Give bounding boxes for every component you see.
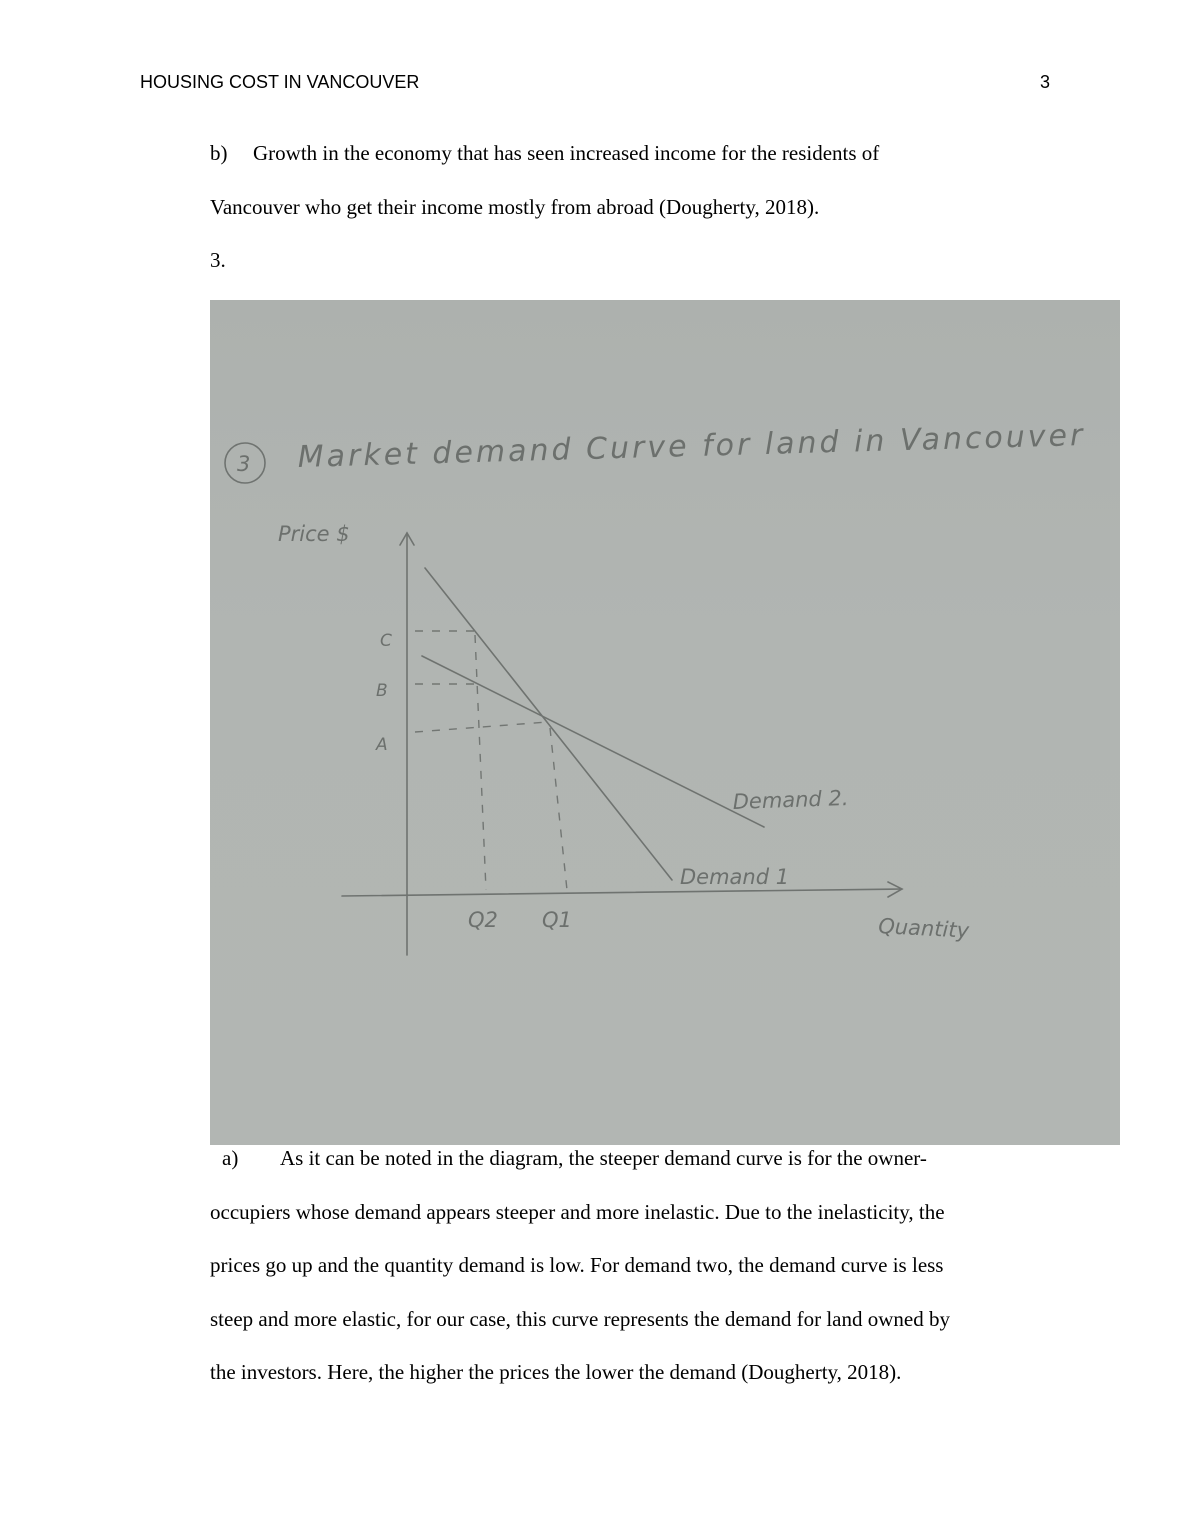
x-axis xyxy=(342,889,902,896)
section-number-3: 3. xyxy=(210,248,226,272)
list-item-a-text-3: prices go up and the quantity demand is low. For demand two, the demand curve is less xyxy=(210,1253,944,1277)
quantity-q2-guide xyxy=(475,635,486,890)
price-label-a: A xyxy=(376,735,388,755)
page-number: 3 xyxy=(1039,72,1050,92)
figure-title: Market demand Curve for land in Vancouver xyxy=(297,418,1086,475)
y-axis-label: Price $ xyxy=(278,522,350,546)
list-item-a-text-5: the investors. Here, the higher the prices the lower the demand (Dougherty, 2018). xyxy=(210,1360,902,1384)
running-head-title: HOUSING COST IN VANCOUVER xyxy=(140,72,420,92)
list-item-a-line-1 xyxy=(210,1132,1050,1186)
demand-1-curve xyxy=(425,568,672,880)
list-marker-b: b) xyxy=(210,141,228,165)
list-item-b xyxy=(210,127,1050,234)
list-item-a xyxy=(210,1132,1050,1400)
price-label-b: B xyxy=(376,681,388,701)
list-item-a-text-1: As it can be noted in the diagram, the steeper demand curve is for the owner- xyxy=(280,1146,927,1170)
demand-2-label: Demand 2. xyxy=(732,785,849,814)
list-item-a-text-2: occupiers whose demand appears steeper and more inelastic. Due to the inelasticity, the xyxy=(210,1199,945,1224)
list-item-b-line-1 xyxy=(210,127,1050,181)
list-item-b-text-2: Vancouver who get their income mostly from abroad (Dougherty, 2018). xyxy=(210,194,820,219)
list-item-b-text-1: Growth in the economy that has seen increased income for the residents of xyxy=(253,141,880,165)
diagram-canvas xyxy=(210,300,1120,1145)
demand-1-label: Demand 1 xyxy=(680,865,790,889)
price-a-guide xyxy=(415,722,548,732)
quantity-q1-guide xyxy=(550,728,567,890)
figure-number: 3 xyxy=(237,452,251,476)
quantity-label-q2: Q2 xyxy=(468,908,498,932)
x-axis-label: Quantity xyxy=(877,914,970,943)
quantity-label-q1: Q1 xyxy=(542,908,572,932)
list-marker-a: a) xyxy=(222,1146,239,1170)
demand-2-curve xyxy=(422,656,764,827)
price-label-c: C xyxy=(380,631,392,651)
hand-drawn-demand-diagram xyxy=(210,300,1120,1145)
running-head xyxy=(140,72,1050,93)
list-item-a-text-4: steep and more elastic, for our case, this curve represents the demand for land owned by xyxy=(210,1306,950,1331)
